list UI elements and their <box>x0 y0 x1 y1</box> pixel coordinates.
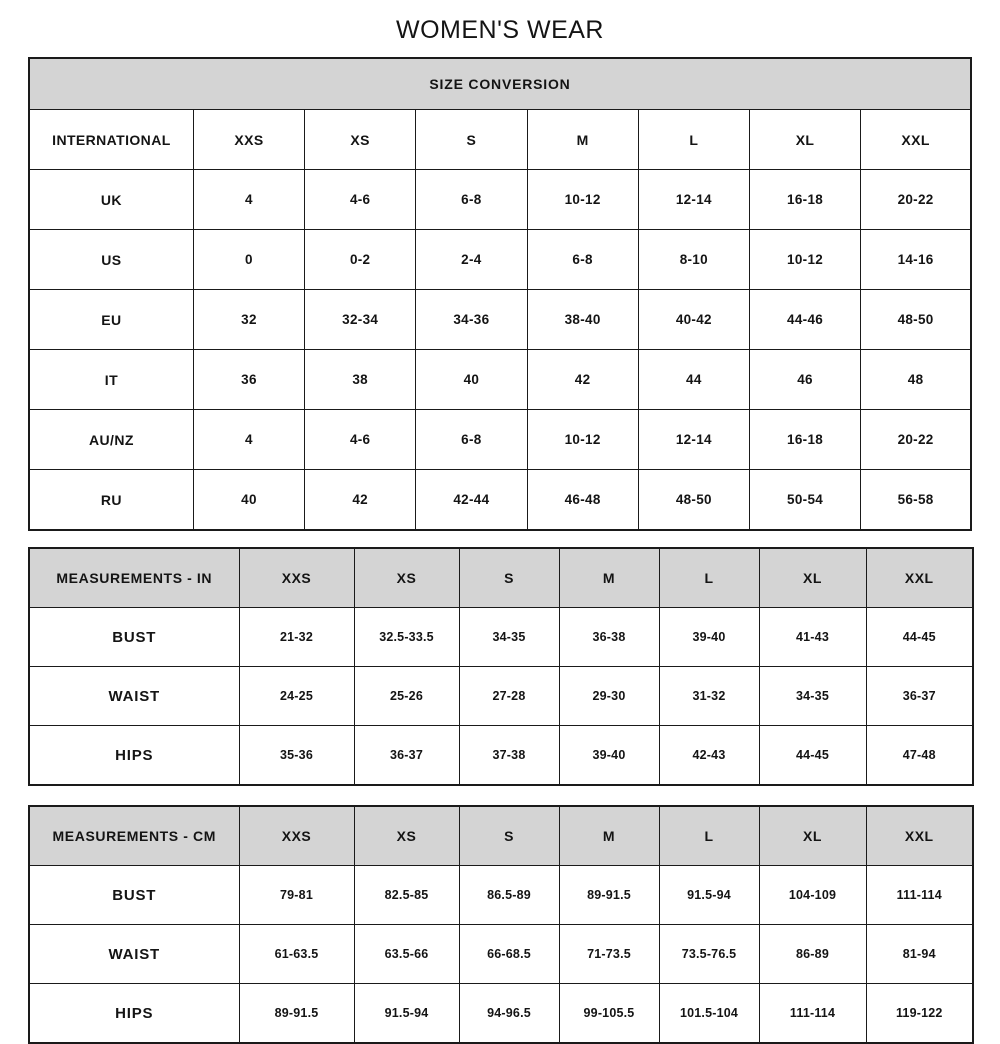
table-row-header <box>29 806 973 866</box>
row-label: EU <box>29 290 193 350</box>
cell: 37-38 <box>459 726 559 786</box>
table-row <box>29 350 971 410</box>
spacer <box>0 786 1000 805</box>
cell: 86.5-89 <box>459 866 559 925</box>
cell: 101.5-104 <box>659 984 759 1044</box>
cell: 31-32 <box>659 667 759 726</box>
row-label: US <box>29 230 193 290</box>
col-header-xl: XL <box>749 110 860 170</box>
table-row <box>29 170 971 230</box>
cell: 8-10 <box>638 230 749 290</box>
cell: 34-35 <box>459 608 559 667</box>
row-label: BUST <box>29 608 239 667</box>
cell: 32-34 <box>305 290 416 350</box>
table-row <box>29 608 973 667</box>
measurements-cm-table <box>28 805 974 1044</box>
cell: 6-8 <box>416 410 527 470</box>
col-header-l: L <box>659 548 759 608</box>
measurements-cm-section <box>28 805 972 1044</box>
cell: 63.5-66 <box>354 925 459 984</box>
col-header-xs: XS <box>354 806 459 866</box>
size-conversion-banner: SIZE CONVERSION <box>29 58 971 110</box>
cell: 32.5-33.5 <box>354 608 459 667</box>
row-label: IT <box>29 350 193 410</box>
cell: 89-91.5 <box>559 866 659 925</box>
cell: 29-30 <box>559 667 659 726</box>
row-label: RU <box>29 470 193 531</box>
col-header-m: M <box>559 548 659 608</box>
cell: 82.5-85 <box>354 866 459 925</box>
cell: 38-40 <box>527 290 638 350</box>
cell: 42-43 <box>659 726 759 786</box>
cell: 0 <box>193 230 304 290</box>
size-conversion-section <box>28 57 972 531</box>
cell: 40 <box>193 470 304 531</box>
table-row <box>29 290 971 350</box>
cell: 91.5-94 <box>354 984 459 1044</box>
cell: 40 <box>416 350 527 410</box>
cell: 48-50 <box>861 290 971 350</box>
table-row <box>29 984 973 1044</box>
col-header-l: L <box>659 806 759 866</box>
table-row <box>29 726 973 786</box>
cell: 73.5-76.5 <box>659 925 759 984</box>
cell: 71-73.5 <box>559 925 659 984</box>
cell: 89-91.5 <box>239 984 354 1044</box>
col-header-s: S <box>416 110 527 170</box>
cell: 44-45 <box>866 608 973 667</box>
cell: 42-44 <box>416 470 527 531</box>
cell: 36 <box>193 350 304 410</box>
cell: 119-122 <box>866 984 973 1044</box>
cell: 20-22 <box>861 410 971 470</box>
cell: 81-94 <box>866 925 973 984</box>
cell: 46 <box>749 350 860 410</box>
col-header-international: INTERNATIONAL <box>29 110 193 170</box>
cell: 21-32 <box>239 608 354 667</box>
cell: 86-89 <box>759 925 866 984</box>
cell: 27-28 <box>459 667 559 726</box>
col-header-l: L <box>638 110 749 170</box>
col-header-m: M <box>527 110 638 170</box>
table-row <box>29 866 973 925</box>
table-row <box>29 925 973 984</box>
cell: 10-12 <box>749 230 860 290</box>
cell: 24-25 <box>239 667 354 726</box>
spacer <box>0 531 1000 547</box>
cell: 39-40 <box>559 726 659 786</box>
row-label: HIPS <box>29 726 239 786</box>
cell: 48 <box>861 350 971 410</box>
table-row-header <box>29 110 971 170</box>
cell: 104-109 <box>759 866 866 925</box>
cell: 111-114 <box>866 866 973 925</box>
measurements-in-section <box>28 547 972 786</box>
col-header-xl: XL <box>759 806 866 866</box>
col-header-xs: XS <box>305 110 416 170</box>
col-header-s: S <box>459 806 559 866</box>
cell: 42 <box>527 350 638 410</box>
cell: 36-37 <box>866 667 973 726</box>
cell: 39-40 <box>659 608 759 667</box>
cell: 47-48 <box>866 726 973 786</box>
cell: 12-14 <box>638 170 749 230</box>
table-row <box>29 667 973 726</box>
table-row-header <box>29 548 973 608</box>
cell: 44-45 <box>759 726 866 786</box>
cell: 0-2 <box>305 230 416 290</box>
col-header-xxs: XXS <box>239 548 354 608</box>
col-header-xxs: XXS <box>239 806 354 866</box>
cell: 16-18 <box>749 410 860 470</box>
cell: 16-18 <box>749 170 860 230</box>
row-label: AU/NZ <box>29 410 193 470</box>
cell: 66-68.5 <box>459 925 559 984</box>
cell: 79-81 <box>239 866 354 925</box>
col-header-xxl: XXL <box>866 548 973 608</box>
cell: 111-114 <box>759 984 866 1044</box>
cell: 34-36 <box>416 290 527 350</box>
cell: 12-14 <box>638 410 749 470</box>
cell: 44-46 <box>749 290 860 350</box>
cell: 4 <box>193 410 304 470</box>
table-row <box>29 410 971 470</box>
cell: 36-37 <box>354 726 459 786</box>
cell: 4-6 <box>305 410 416 470</box>
cell: 36-38 <box>559 608 659 667</box>
cell: 4-6 <box>305 170 416 230</box>
cell: 38 <box>305 350 416 410</box>
cell: 4 <box>193 170 304 230</box>
cell: 56-58 <box>861 470 971 531</box>
cell: 50-54 <box>749 470 860 531</box>
cell: 10-12 <box>527 410 638 470</box>
cell: 10-12 <box>527 170 638 230</box>
cell: 35-36 <box>239 726 354 786</box>
row-label: HIPS <box>29 984 239 1044</box>
cell: 41-43 <box>759 608 866 667</box>
row-label: WAIST <box>29 667 239 726</box>
cell: 94-96.5 <box>459 984 559 1044</box>
col-header-xxl: XXL <box>866 806 973 866</box>
cell: 99-105.5 <box>559 984 659 1044</box>
col-header-measurements-in: MEASUREMENTS - IN <box>29 548 239 608</box>
row-label: BUST <box>29 866 239 925</box>
cell: 20-22 <box>861 170 971 230</box>
col-header-measurements-cm: MEASUREMENTS - CM <box>29 806 239 866</box>
cell: 61-63.5 <box>239 925 354 984</box>
cell: 46-48 <box>527 470 638 531</box>
col-header-s: S <box>459 548 559 608</box>
page-title: WOMEN'S WEAR <box>396 16 604 44</box>
col-header-m: M <box>559 806 659 866</box>
cell: 14-16 <box>861 230 971 290</box>
row-label: UK <box>29 170 193 230</box>
col-header-xl: XL <box>759 548 866 608</box>
table-row <box>29 230 971 290</box>
cell: 40-42 <box>638 290 749 350</box>
col-header-xxl: XXL <box>861 110 971 170</box>
cell: 32 <box>193 290 304 350</box>
cell: 44 <box>638 350 749 410</box>
table-row <box>29 470 971 531</box>
measurements-in-table <box>28 547 974 786</box>
cell: 25-26 <box>354 667 459 726</box>
cell: 34-35 <box>759 667 866 726</box>
cell: 91.5-94 <box>659 866 759 925</box>
cell: 2-4 <box>416 230 527 290</box>
cell: 42 <box>305 470 416 531</box>
col-header-xs: XS <box>354 548 459 608</box>
cell: 6-8 <box>527 230 638 290</box>
col-header-xxs: XXS <box>193 110 304 170</box>
size-conversion-table <box>28 57 972 531</box>
row-label: WAIST <box>29 925 239 984</box>
cell: 6-8 <box>416 170 527 230</box>
cell: 48-50 <box>638 470 749 531</box>
table-row-banner <box>29 58 971 110</box>
